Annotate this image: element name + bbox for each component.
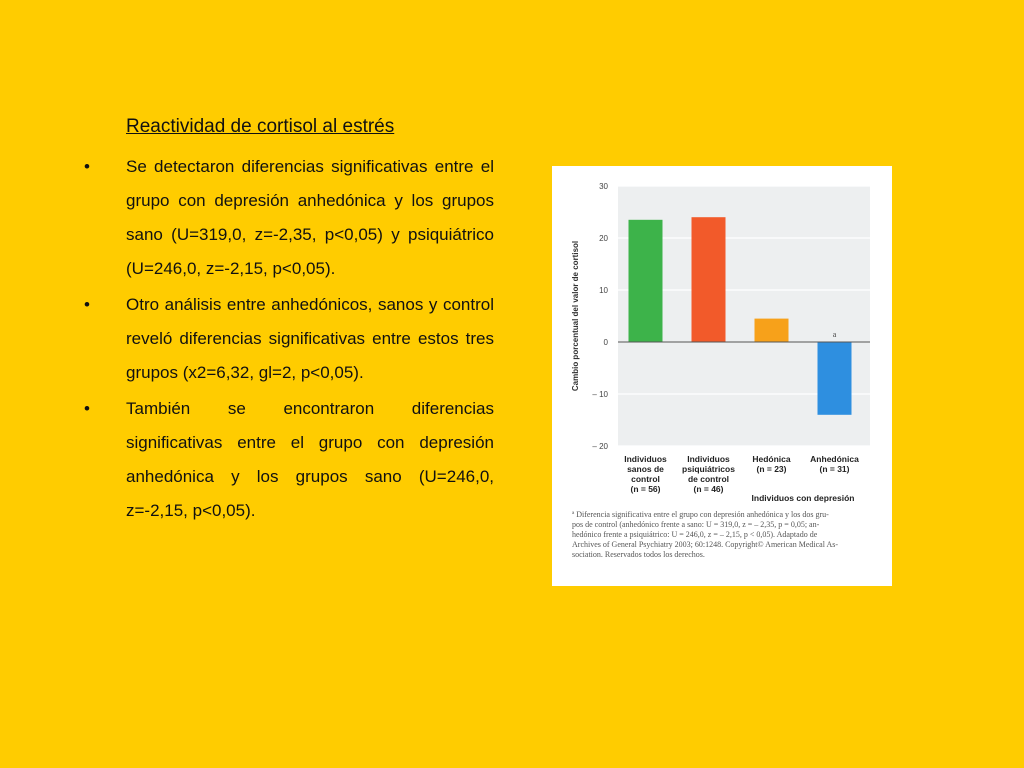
bullet-icon: • — [84, 295, 90, 314]
y-tick-label: 20 — [599, 234, 608, 243]
y-tick-label: – 20 — [592, 442, 608, 451]
x-tick-label: (n = 31) — [819, 464, 850, 474]
bullet-icon: • — [84, 157, 90, 176]
x-tick-label: control — [631, 474, 660, 484]
x-tick-label: Hedónica — [752, 454, 791, 464]
chart-footnote: ª Diferencia significativa entre el grupo con depresión anhedónica y los dos gru- pos de control (anhedónico frente a sano: U = 319,0, z = – 2,35, p = 0,05; an- hedónico frente a psiquiátrico: U = 246,0, z = – 2,15, p < 0,05). Adaptado de Archives of General Psychiatry 2003; 60:1248. Copyright© American Medical As- sociation. Reservados todos los derechos. — [572, 510, 839, 559]
x-tick-label: Anhedónica — [810, 454, 859, 464]
y-tick-label: 30 — [599, 182, 608, 191]
bullet-text: Se detectaron diferencias significativas entre el grupo con depresión anhedónica y los grupos sano (U=319,0, z=-2,35, p<0,05) y psiquiátrico (U=246,0, z=-2,15, p<0,05). — [126, 157, 494, 278]
bar — [692, 217, 726, 342]
x-tick-label: psiquiátricos — [682, 464, 735, 474]
y-tick-label: 10 — [599, 286, 608, 295]
x-tick-label: Individuos — [687, 454, 730, 464]
y-tick-label: – 10 — [592, 390, 608, 399]
y-axis-label: Cambio porcentual del valor de cortisol — [571, 240, 580, 392]
x-tick-label: (n = 23) — [756, 464, 787, 474]
bullet-text: También se encontraron diferencias significativas entre el grupo con depresión anhedónica y los grupos sano (U=246,0, z=-2,15, p<0,05). — [126, 399, 494, 520]
x-tick-label: Individuos — [624, 454, 667, 464]
bullet-icon: • — [84, 399, 90, 418]
x-tick-label: de control — [687, 474, 730, 484]
x-tick-label: sanos de — [627, 464, 664, 474]
bullet-list — [84, 150, 494, 530]
bullet-item — [84, 288, 494, 390]
chart-figure — [552, 166, 892, 586]
bullet-item — [84, 150, 494, 286]
bar-chart — [552, 166, 892, 506]
bullet-text: Otro análisis entre anhedónicos, sanos y control reveló diferencias significativas entre estos tres grupos (x2=6,32, gl=2, p<0,05). — [126, 295, 494, 382]
group-label: Individuos con depresión — [751, 493, 855, 503]
bar — [818, 342, 852, 415]
bar — [755, 319, 789, 342]
x-tick-label: (n = 56) — [630, 484, 661, 494]
data-label: a — [832, 330, 837, 339]
bar — [629, 220, 663, 342]
bullet-item — [84, 392, 494, 528]
x-tick-label: (n = 46) — [693, 484, 724, 494]
slide-title: Reactividad de cortisol al estrés — [126, 116, 395, 137]
y-tick-label: 0 — [603, 338, 608, 347]
